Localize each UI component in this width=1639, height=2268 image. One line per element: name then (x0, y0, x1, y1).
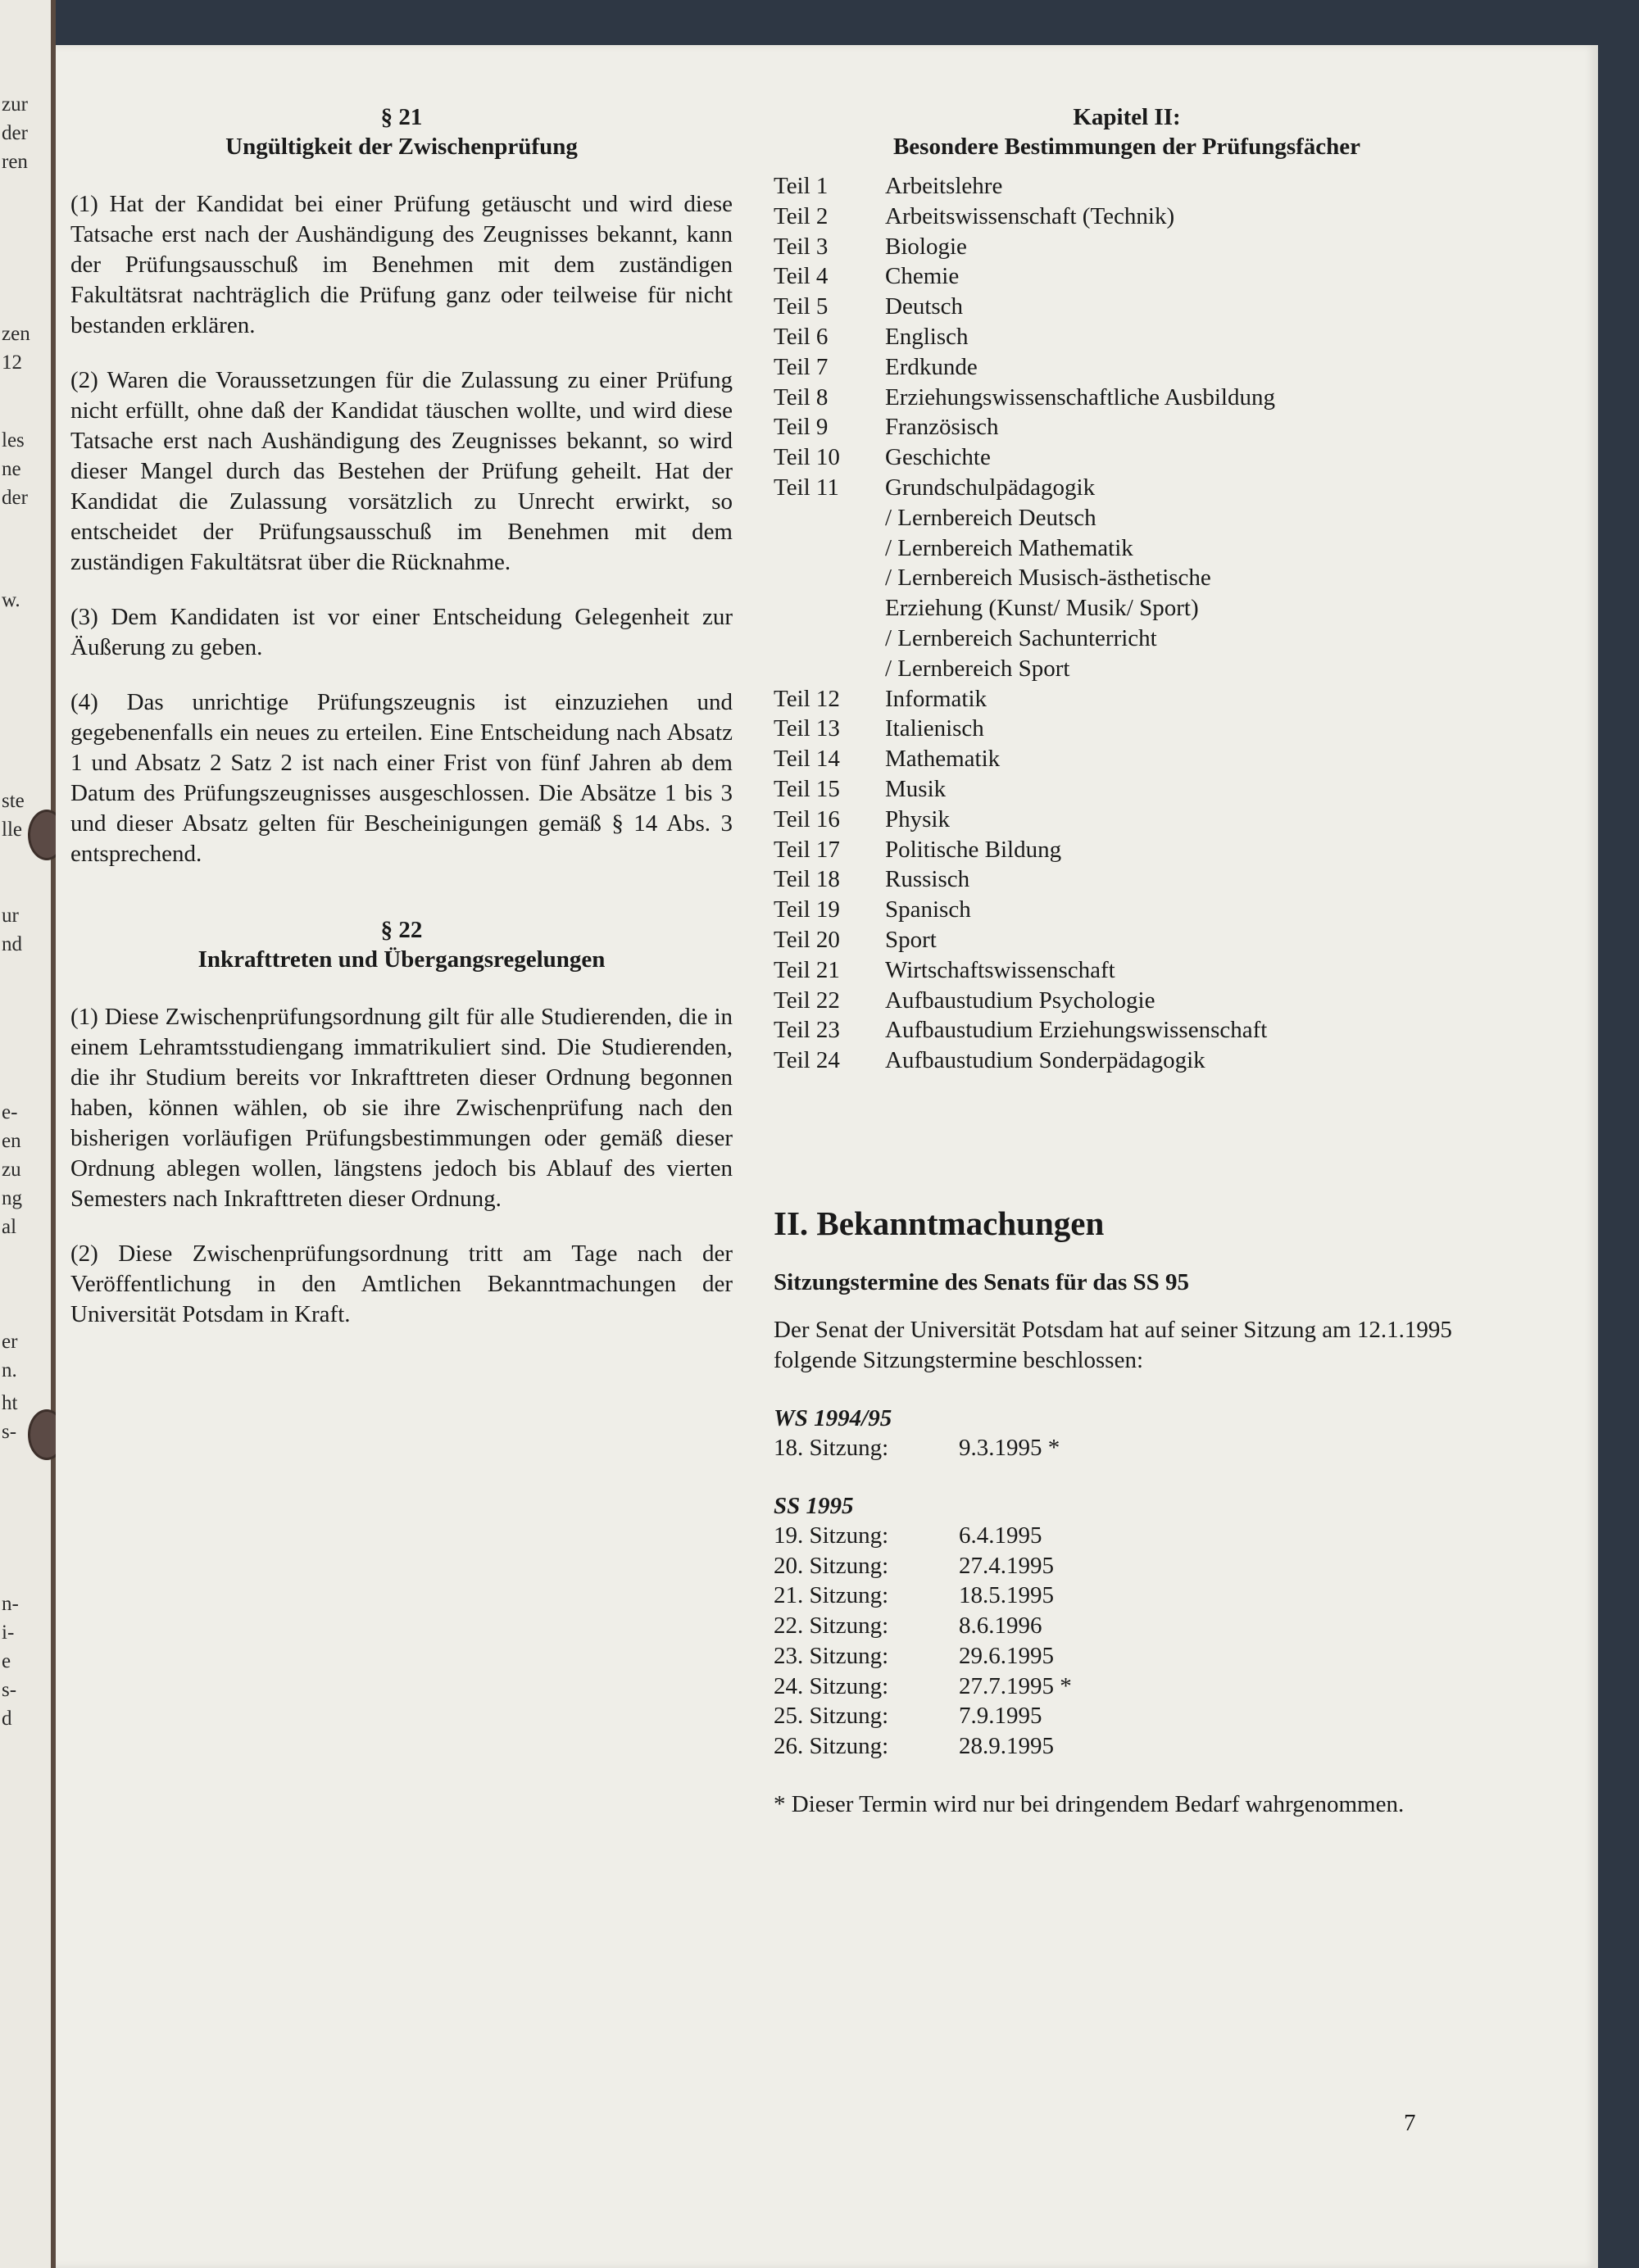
part-subject: Aufbaustudium Erziehungswissenschaft (885, 1017, 1268, 1044)
table-row (774, 383, 1275, 413)
session-date: 8.6.1996 (959, 1613, 1042, 1640)
session-label: 23. Sitzung: (774, 1642, 889, 1669)
part-subject: Sport (885, 926, 937, 953)
table-row (774, 744, 1275, 774)
part-label: Teil 6 (774, 323, 829, 350)
right-column (774, 102, 1480, 1820)
part-subject: Arbeitswissenschaft (Technik) (885, 202, 1175, 229)
announcements-title: II. Bekanntmachungen (774, 1204, 1105, 1242)
part-label: Teil 11 (774, 474, 839, 501)
table-row (774, 1046, 1275, 1076)
part-label: Teil 19 (774, 896, 840, 923)
part-label: Teil 2 (774, 202, 829, 229)
part-label: Teil 4 (774, 263, 829, 290)
part-label (774, 593, 885, 624)
part-label: Teil 18 (774, 866, 840, 893)
section-21-title: Ungültigkeit der Zwischenprüfung (225, 134, 578, 160)
table-row (774, 292, 1275, 322)
table-row (774, 1701, 1072, 1731)
part-label: Teil 22 (774, 987, 840, 1014)
part-subject: Politische Bildung (885, 836, 1062, 863)
part-label: Teil 7 (774, 353, 829, 380)
session-date: 6.4.1995 (959, 1522, 1042, 1549)
binding-text-fragment: er (2, 1331, 18, 1353)
session-date: 27.7.1995 * (959, 1672, 1072, 1699)
part-label: Teil 21 (774, 956, 840, 983)
part-label: Teil 23 (774, 1017, 840, 1044)
table-row (774, 1641, 1072, 1672)
part-subject: Chemie (885, 263, 960, 290)
table-row (774, 1611, 1072, 1641)
announcements-intro: Der Senat der Universität Potsdam hat auf seiner Sitzung am 12.1.1995 folgende Sitzungstermine beschlossen: (774, 1316, 1452, 1373)
session-date: 28.9.1995 (959, 1733, 1054, 1760)
part-label: Teil 20 (774, 926, 840, 953)
part-label: Teil 5 (774, 293, 829, 320)
section-21-number: § 21 (380, 104, 423, 130)
binding-text-fragment: ht (2, 1392, 18, 1414)
part-label: Teil 16 (774, 805, 840, 832)
table-row (774, 624, 1275, 654)
part-label: Teil 24 (774, 1047, 840, 1074)
binding-text-fragment: der (2, 122, 28, 144)
session-label: 22. Sitzung: (774, 1613, 889, 1640)
left-column (70, 102, 733, 1330)
binding-text-fragment: les (2, 429, 25, 451)
part-label (774, 533, 885, 564)
binding-text-fragment: n. (2, 1359, 17, 1381)
table-row (774, 352, 1275, 383)
table-row (774, 1521, 1072, 1551)
table-row (774, 442, 1275, 473)
table-row (774, 1581, 1072, 1611)
binding-text-fragment: zen (2, 323, 30, 345)
table-row (774, 563, 1275, 593)
part-subject: Informatik (885, 685, 987, 712)
part-label: Teil 13 (774, 715, 840, 742)
part-subject: / Lernbereich Musisch-ästhetische (885, 565, 1211, 592)
table-row (774, 261, 1275, 292)
section-21-paragraph-3: (3) Dem Kandidaten ist vor einer Entscheidung Gelegenheit zur Äußerung zu geben. (70, 604, 733, 660)
table-row (774, 232, 1275, 262)
binding-text-fragment: ne (2, 458, 21, 480)
table-row (774, 774, 1275, 805)
ws-semester-label: WS 1994/95 (774, 1404, 892, 1431)
table-row (774, 1731, 1072, 1762)
part-label: Teil 8 (774, 383, 829, 411)
table-row (774, 864, 1275, 895)
table-row (774, 1015, 1275, 1046)
binding-text-fragment: 12 (2, 352, 22, 374)
binding-text-fragment: der (2, 487, 28, 509)
table-row (774, 1551, 1072, 1581)
ss-semester-label: SS 1995 (774, 1492, 854, 1519)
part-subject: Geschichte (885, 444, 991, 471)
part-subject: Englisch (885, 323, 969, 350)
part-subject: Biologie (885, 233, 967, 260)
part-label (774, 503, 885, 533)
table-row (774, 322, 1275, 352)
session-label: 18. Sitzung: (774, 1434, 889, 1461)
table-row (774, 714, 1275, 744)
session-label: 24. Sitzung: (774, 1672, 889, 1699)
binding-text-fragment: zu (2, 1159, 21, 1181)
binding-text-fragment: ren (2, 151, 28, 173)
part-subject: / Lernbereich Deutsch (885, 504, 1096, 531)
part-label: Teil 1 (774, 173, 829, 199)
table-row (774, 955, 1275, 986)
part-label: Teil 12 (774, 685, 840, 712)
session-label: 20. Sitzung: (774, 1552, 889, 1579)
announcements-subtitle: Sitzungstermine des Senats für das SS 95 (774, 1268, 1190, 1295)
table-row (774, 835, 1275, 865)
part-subject: Aufbaustudium Psychologie (885, 987, 1155, 1014)
binding-strip (0, 0, 56, 2268)
part-subject: Erdkunde (885, 353, 978, 380)
part-subject: Mathematik (885, 746, 1001, 773)
session-date: 7.9.1995 (959, 1703, 1042, 1730)
session-label: 19. Sitzung: (774, 1522, 889, 1549)
part-subject: / Lernbereich Sachunterricht (885, 624, 1157, 651)
part-subject: Erziehungswissenschaftliche Ausbildung (885, 383, 1275, 411)
part-subject: Erziehung (Kunst/ Musik/ Sport) (885, 595, 1199, 622)
part-subject: Musik (885, 775, 947, 802)
binding-text-fragment: e- (2, 1101, 18, 1123)
table-row (774, 202, 1275, 232)
part-subject: Physik (885, 805, 950, 832)
section-21-paragraph-4: (4) Das unrichtige Prüfungszeugnis ist einzuziehen und gegebenenfalls ein neues zu erteilen. Eine Entscheidung nach Absatz 1 und Absatz 2 Satz 2 ist nach einer Frist von fünf Jahren ab dem Datum des Prüfungszeugnisses ausgeschlossen. Die Absätze 1 bis 3 und dieser Absatz gelten für Bescheinigungen gemäß § 14 Abs. 3 entsprechend. (70, 689, 733, 867)
part-subject: Italienisch (885, 715, 984, 742)
session-label: 25. Sitzung: (774, 1703, 889, 1730)
binding-text-fragment: n- (2, 1593, 19, 1615)
document-page (56, 45, 1598, 2268)
binding-text-fragment: i- (2, 1622, 15, 1644)
part-label: Teil 9 (774, 414, 829, 441)
binding-text-fragment: d (2, 1708, 12, 1730)
binding-text-fragment: ste (2, 790, 25, 812)
section-22-paragraph-1: (1) Diese Zwischenprüfungsordnung gilt für alle Studierenden, die in einem Lehramtsstudiengang immatrikuliert sind. Die Studierenden, die ihr Studium bereits vor Inkrafttreten dieser Ordnung begonnen haben, können wählen, ob sie ihre Zwischenprüfung nach den bisherigen vorläufigen Prüfungsbestimmungen oder gemäß dieser Ordnung ablegen wollen, längstens jedoch bis Ablauf des vierten Semesters nach Inkrafttreten dieser Ordnung. (70, 1004, 733, 1212)
part-label: Teil 3 (774, 233, 829, 260)
binding-text-fragment: s- (2, 1679, 17, 1701)
binding-text-fragment: lle (2, 819, 22, 841)
page-number: 7 (1404, 2110, 1416, 2136)
binding-text-fragment: en (2, 1130, 21, 1152)
table-row (774, 533, 1275, 564)
part-subject: Französisch (885, 414, 999, 441)
table-row (774, 1433, 1060, 1463)
table-row (774, 986, 1275, 1016)
chapter-title: Kapitel II: (1073, 104, 1181, 130)
part-subject: / Lernbereich Mathematik (885, 534, 1133, 561)
ws-sessions-table (774, 1433, 1060, 1463)
table-row (774, 593, 1275, 624)
part-subject: Wirtschaftswissenschaft (885, 956, 1115, 983)
table-row (774, 171, 1275, 202)
binding-text-fragment: s- (2, 1421, 17, 1443)
part-label (774, 654, 885, 684)
table-row (774, 684, 1275, 714)
table-row (774, 805, 1275, 835)
table-row (774, 1672, 1072, 1702)
part-subject: Deutsch (885, 293, 964, 320)
binding-text-fragment: ur (2, 905, 19, 927)
table-row (774, 654, 1275, 684)
session-date: 29.6.1995 (959, 1642, 1054, 1669)
binding-text-fragment: nd (2, 933, 22, 955)
part-label: Teil 17 (774, 836, 840, 863)
table-row (774, 503, 1275, 533)
table-row (774, 412, 1275, 442)
part-subject: Grundschulpädagogik (885, 474, 1096, 501)
binding-text-fragment: al (2, 1216, 17, 1238)
ss-sessions-table (774, 1521, 1072, 1762)
part-subject: Aufbaustudium Sonderpädagogik (885, 1047, 1205, 1074)
table-row (774, 473, 1275, 503)
binding-text-fragment: zur (2, 93, 28, 116)
table-row (774, 925, 1275, 955)
part-subject: Arbeitslehre (885, 173, 1003, 199)
session-date: 18.5.1995 (959, 1582, 1054, 1609)
session-label: 26. Sitzung: (774, 1733, 889, 1760)
chapter-subtitle: Besondere Bestimmungen der Prüfungsfächer (892, 134, 1361, 160)
section-22-number: § 22 (380, 917, 423, 943)
table-row (774, 895, 1275, 925)
part-label (774, 563, 885, 593)
subject-parts-table (774, 171, 1275, 1076)
section-21-paragraph-1: (1) Hat der Kandidat bei einer Prüfung getäuscht und wird diese Tatsache erst nach der Aushändigung des Zeugnisses bekannt, kann der Prüfungsausschuß im Benehmen mit dem zuständigen Fakultätsrat nachträglich die Prüfung ganz oder teilweise für nicht bestanden erklären. (70, 191, 733, 338)
announcements-footnote: * Dieser Termin wird nur bei dringendem Bedarf wahrgenommen. (774, 1791, 1405, 1818)
section-22-paragraph-2: (2) Diese Zwischenprüfungsordnung tritt am Tage nach der Veröffentlichung in den Amtlichen Bekanntmachungen der Universität Potsdam in Kraft. (70, 1241, 733, 1327)
binding-text-fragment: w. (2, 589, 20, 611)
binding-text-fragment: ng (2, 1187, 22, 1209)
session-date: 9.3.1995 * (959, 1434, 1060, 1461)
part-subject: Spanisch (885, 896, 971, 923)
section-21-paragraph-2: (2) Waren die Voraussetzungen für die Zulassung zu einer Prüfung nicht erfüllt, ohne daß der Kandidat täuschen wollte, und wird diese Tatsache erst nach Aushändigung des Zeugnisses bekannt, so wird dieser Mangel durch das Bestehen der Prüfung geheilt. Hat der Kandidat die Zulassung vorsätzlich zu Unrecht erwirkt, so entscheidet der Prüfungsausschuß im Benehmen mit dem zuständigen Fakultätsrat über die Rücknahme. (70, 367, 733, 575)
part-label: Teil 14 (774, 746, 840, 773)
part-label: Teil 15 (774, 775, 840, 802)
section-22-title: Inkrafttreten und Übergangsregelungen (197, 946, 606, 973)
part-label (774, 624, 885, 654)
session-label: 21. Sitzung: (774, 1582, 889, 1609)
part-subject: Russisch (885, 866, 970, 893)
session-date: 27.4.1995 (959, 1552, 1054, 1579)
binding-text-fragment: e (2, 1650, 11, 1672)
part-label: Teil 10 (774, 444, 840, 471)
part-subject: / Lernbereich Sport (885, 655, 1070, 682)
